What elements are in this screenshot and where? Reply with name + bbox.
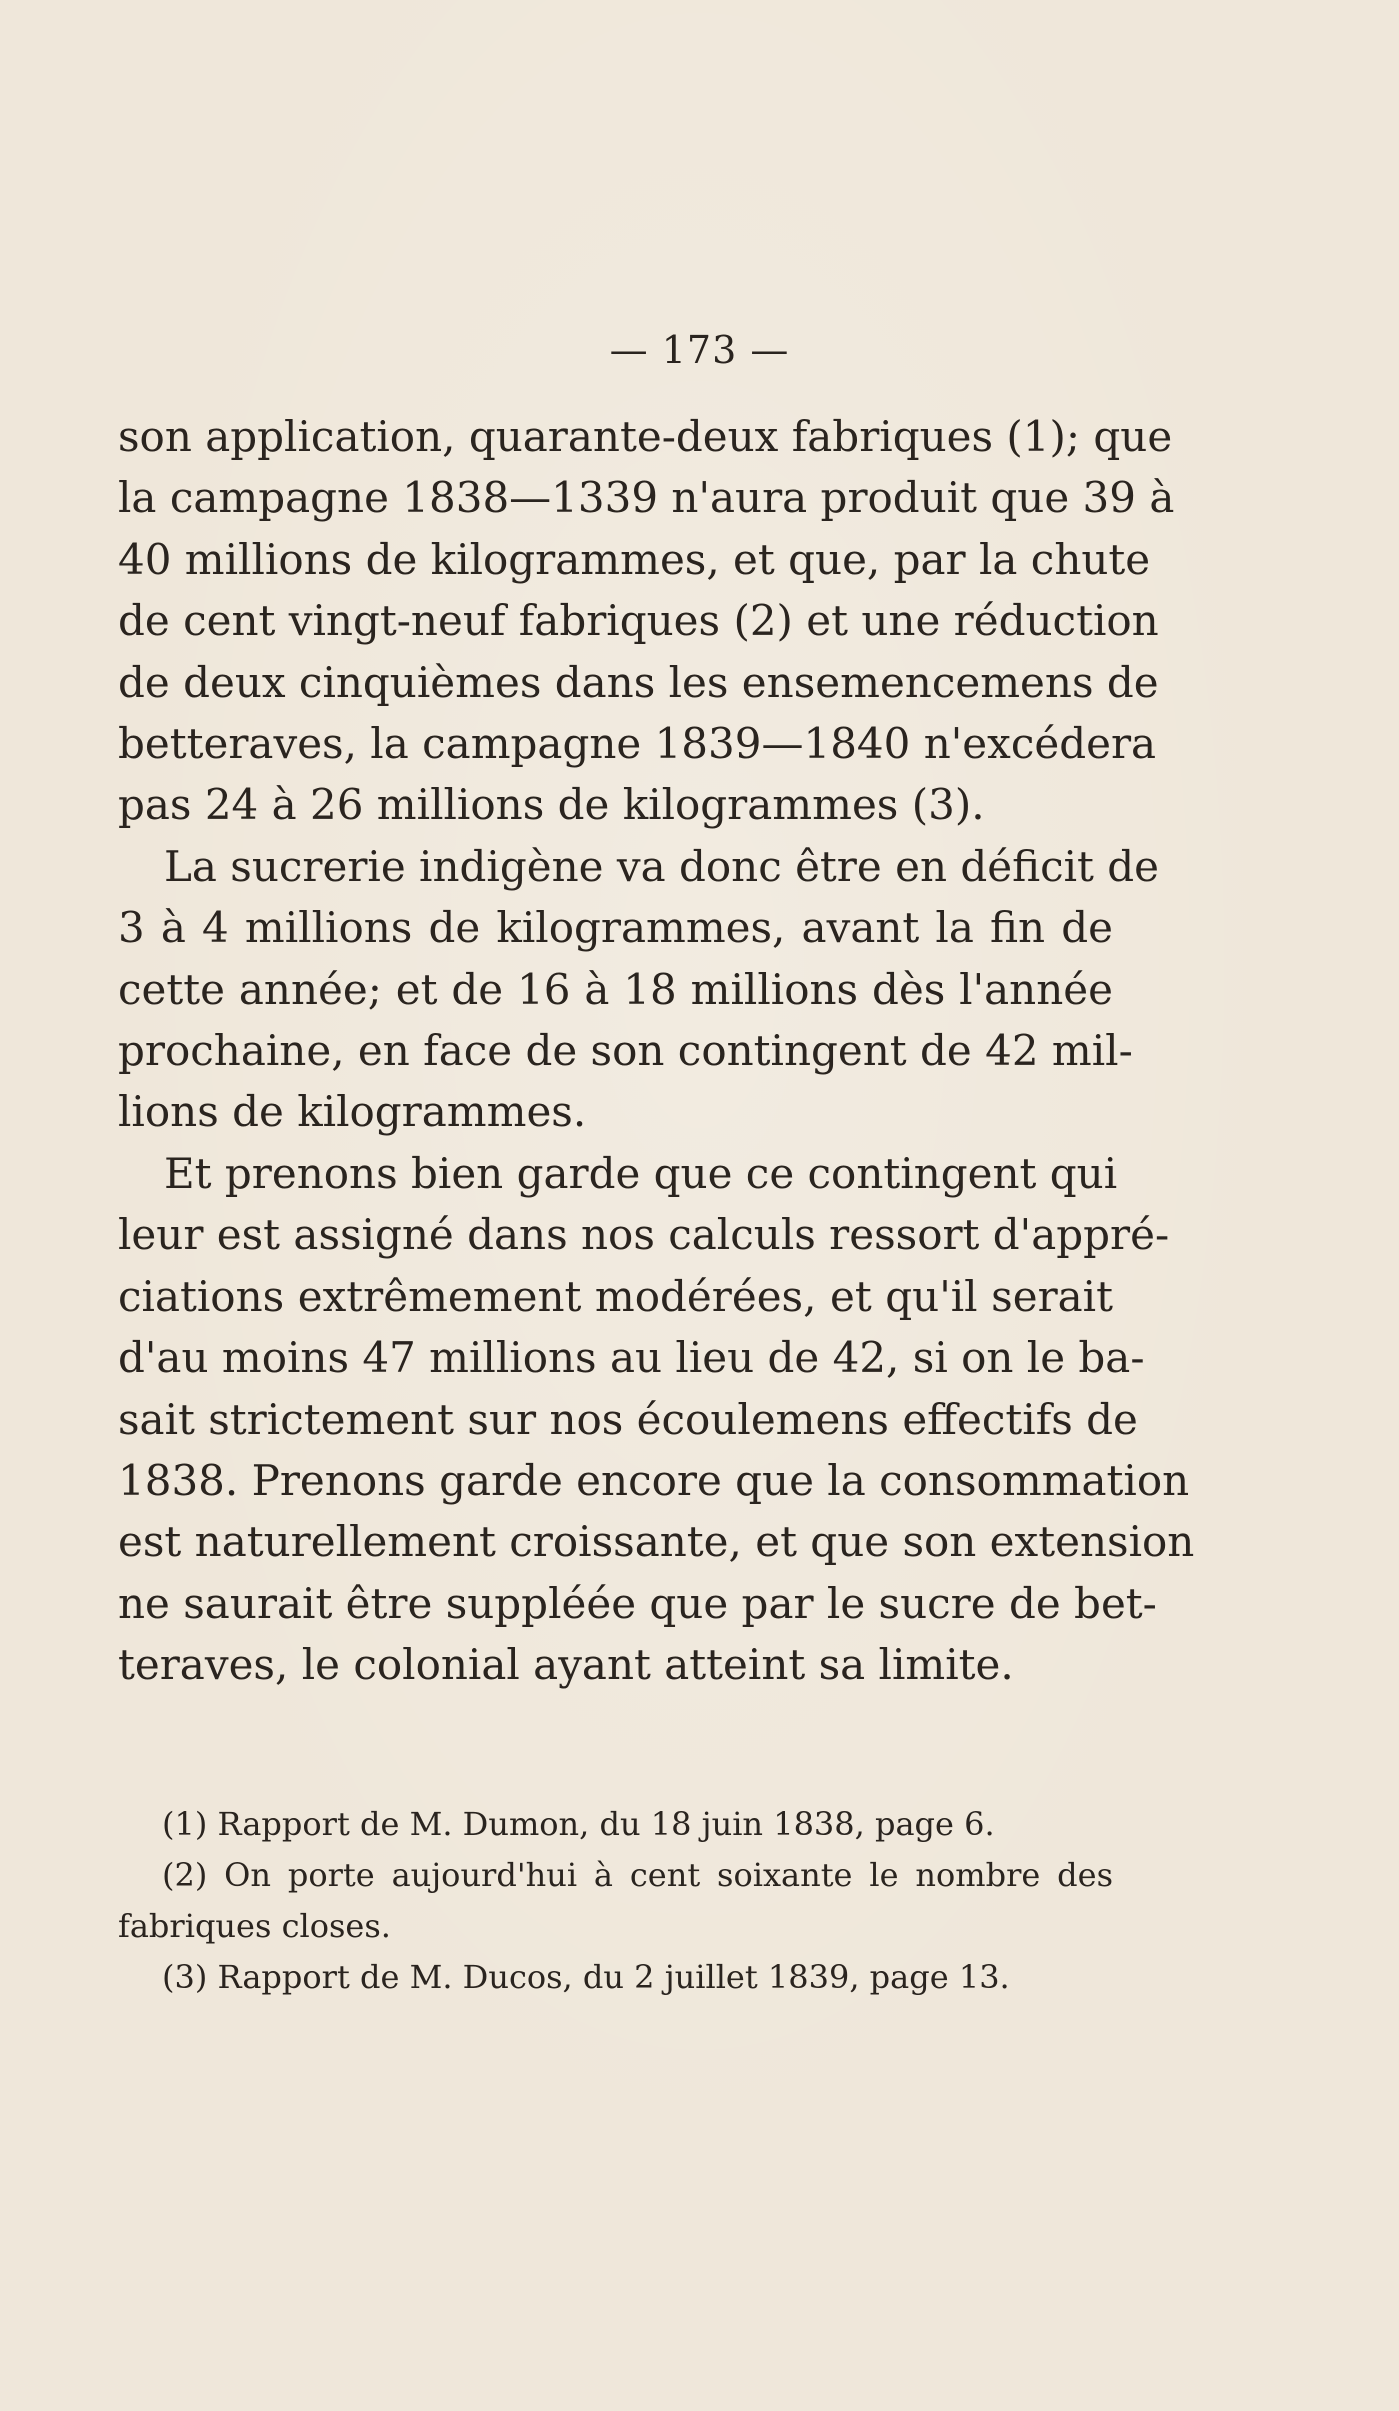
text-line: de deux cinquièmes dans les ensemencemens de — [118, 657, 1159, 707]
text-line: prochaine, en face de son contingent de 42 mil- — [118, 1026, 1133, 1076]
footnotes — [118, 1799, 1113, 2003]
text-line: lions de kilogrammes. — [118, 1087, 587, 1137]
text-line: la campagne 1838—1339 n'aura produit que 39 à — [118, 473, 1175, 523]
footnote-line: (3) Rapport de M. Ducos, du 2 juillet 1839, page 13. — [162, 1958, 1010, 1996]
text-line: sait strictement sur nos écoulemens effectifs de — [118, 1394, 1138, 1444]
text-line: Et prenons bien garde que ce contingent qui — [164, 1148, 1118, 1198]
text-line: est naturellement croissante, et que son extension — [118, 1517, 1195, 1567]
text-line: d'au moins 47 millions au lieu de 42, si on le ba- — [118, 1333, 1145, 1383]
text-line: ne saurait être suppléée que par le sucre de bet- — [118, 1578, 1157, 1628]
text-line: son application, quarante-deux fabriques (1); que — [118, 412, 1173, 461]
text-line: 40 millions de kilogrammes, et que, par la chute — [118, 534, 1151, 584]
text-line: leur est assigné dans nos calculs ressort d'appré- — [118, 1210, 1170, 1260]
paragraph-2 — [118, 836, 1160, 1143]
footnote-1 — [118, 1799, 1113, 1850]
paragraph-3 — [118, 1143, 1195, 1696]
text-line: ciations extrêmement modérées, et qu'il serait — [118, 1271, 1113, 1321]
footnote-2 — [118, 1850, 1113, 1952]
footnote-line: (1) Rapport de M. Dumon, du 18 juin 1838, page 6. — [162, 1805, 995, 1843]
footnote-line: fabriques closes. — [118, 1907, 391, 1945]
text-line: betteraves, la campagne 1839—1840 n'excédera — [118, 719, 1157, 769]
page-number: — 173 — — [609, 328, 790, 372]
text-line: pas 24 à 26 millions de kilogrammes (3). — [118, 780, 985, 830]
text-line: de cent vingt-neuf fabriques (2) et une réduction — [118, 596, 1159, 646]
text-line: La sucrerie indigène va donc être en déficit de — [164, 841, 1160, 891]
footnote-3 — [118, 1952, 1113, 2003]
text-line: 1838. Prenons garde encore que la consommation — [118, 1455, 1190, 1505]
body-text — [118, 406, 1195, 1696]
paragraph-1 — [118, 406, 1175, 836]
text-line: 3 à 4 millions de kilogrammes, avant la fin de — [118, 903, 1113, 953]
text-line: cette année; et de 16 à 18 millions dès l'année — [118, 964, 1113, 1014]
footnote-line: (2) On porte aujourd'hui à cent soixante le nombre des — [162, 1856, 1113, 1894]
text-line: teraves, le colonial ayant atteint sa limite. — [118, 1640, 1014, 1690]
